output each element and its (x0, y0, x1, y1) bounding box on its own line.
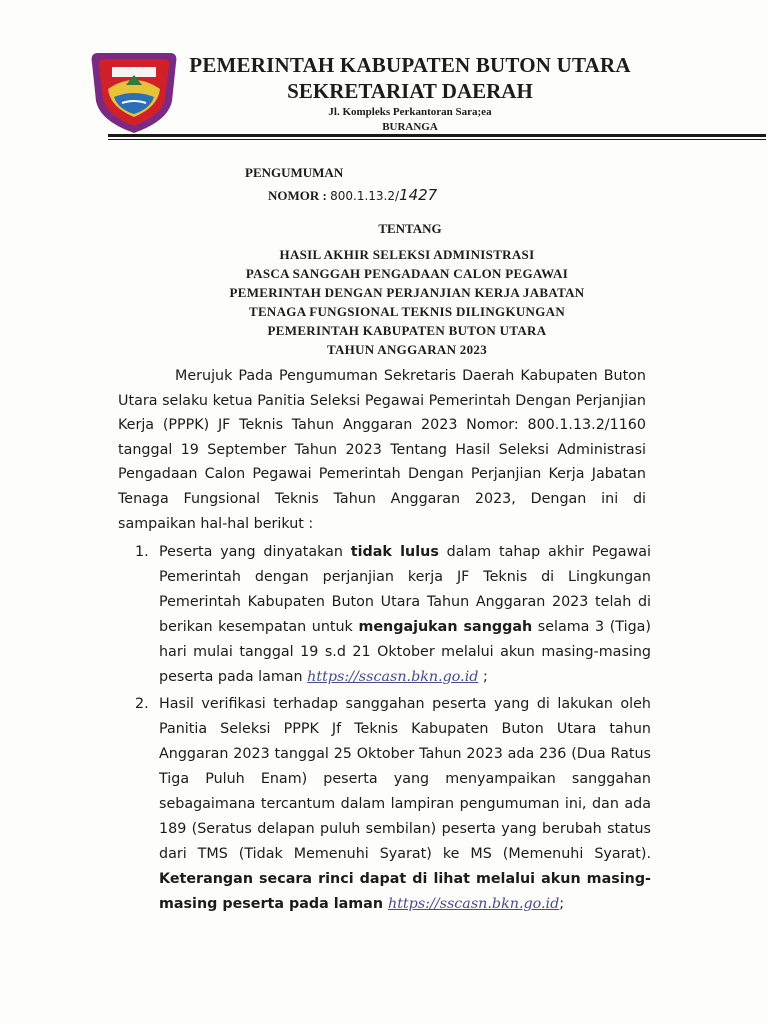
item-text: Hasil verifikasi terhadap sanggahan peserta yang di lakukan oleh Panitia Seleksi PPPK Jf Teknis Kabupaten Buton Utara tahun Anggaran 2023 tanggal 25 Oktober Tahun 2023 ada 236 (Dua Ratus Tiga Puluh Enam) peserta yang menyampaikan sanggahan sebagaimana tercantum dalam lampiran pengumuman ini, dan ada 189 (Seratus delapan puluh sembilan) peserta yang berubah status dari TMS (Tidak Memenuhi Syarat) ke MS (Memenuhi Syarat). Keterangan secara rinci dapat di lihat melalui akun masing-masing peserta pada laman https://sscasn.bkn.go.id; (159, 696, 651, 912)
header-divider-thin (108, 139, 766, 140)
announcement-heading: PENGUMUMAN (245, 165, 344, 180)
title-line: TENAGA FUNGSIONAL TEKNIS DILINGKUNGAN (248, 304, 566, 319)
sscasn-link[interactable]: https://sscasn.bkn.go.id (307, 669, 479, 685)
government-name: PEMERINTAH KABUPATEN BUTON UTARA (189, 53, 631, 77)
number-handwritten: 1427 (399, 186, 438, 204)
title-line: TAHUN ANGGARAN 2023 (326, 342, 488, 357)
title-line: HASIL AKHIR SELEKSI ADMINISTRASI (279, 247, 535, 262)
office-city: BURANGA (382, 121, 438, 133)
number-label: NOMOR : (268, 188, 327, 203)
title-line: PASCA SANGGAH PENGADAAN CALON PEGAWAI (245, 266, 569, 281)
secretariat-name: SEKRETARIAT DAERAH (287, 79, 533, 103)
announcement-number (268, 186, 437, 204)
list-item (135, 692, 651, 917)
intro-text: Merujuk Pada Pengumuman Sekretaris Daerah Kabupaten Buton Utara selaku ketua Panitia Seleksi Pegawai Pemerintah Dengan Perjanjian Kerja (PPPK) JF Teknis Tahun Anggaran 2023 Nomor: 800.1.13.2/1160 tanggal 19 September Tahun 2023 Tentang Hasil Seleksi Administrasi Pengadaan Calon Pegawai Pemerintah Dengan Perjanjian Kerja Jabatan Tenaga Fungsional Teknis Tahun Anggaran 2023, Dengan ini di sampaikan hal-hal berikut : (118, 368, 646, 532)
item-number: 1. (135, 544, 149, 560)
about-heading: TENTANG (378, 221, 442, 236)
number-value: 800.1.13.2/ (330, 189, 400, 203)
title-line: PEMERINTAH DENGAN PERJANJIAN KERJA JABATAN (229, 285, 585, 300)
sscasn-link[interactable]: https://sscasn.bkn.go.id (387, 896, 560, 912)
regency-emblem-icon (88, 45, 180, 137)
list-item (135, 540, 651, 690)
office-address: Jl. Kompleks Perkantoran Sara;ea (328, 106, 492, 118)
header-divider-thick (108, 134, 766, 137)
item-number: 2. (135, 696, 149, 712)
title-line: PEMERINTAH KABUPATEN BUTON UTARA (267, 323, 547, 338)
item-text: Peserta yang dinyatakan tidak lulus dalam tahap akhir Pegawai Pemerintah dengan perjanjian kerja JF Teknis di Lingkungan Pemerintah Kabupaten Buton Utara Tahun Anggaran 2023 telah di berikan kesempatan untuk mengajukan sanggah selama 3 (Tiga) hari mulai tanggal 19 s.d 21 Oktober melalui akun masing-masing peserta pada laman https://sscasn.bkn.go.id ; (159, 544, 651, 685)
intro-paragraph (118, 364, 646, 536)
